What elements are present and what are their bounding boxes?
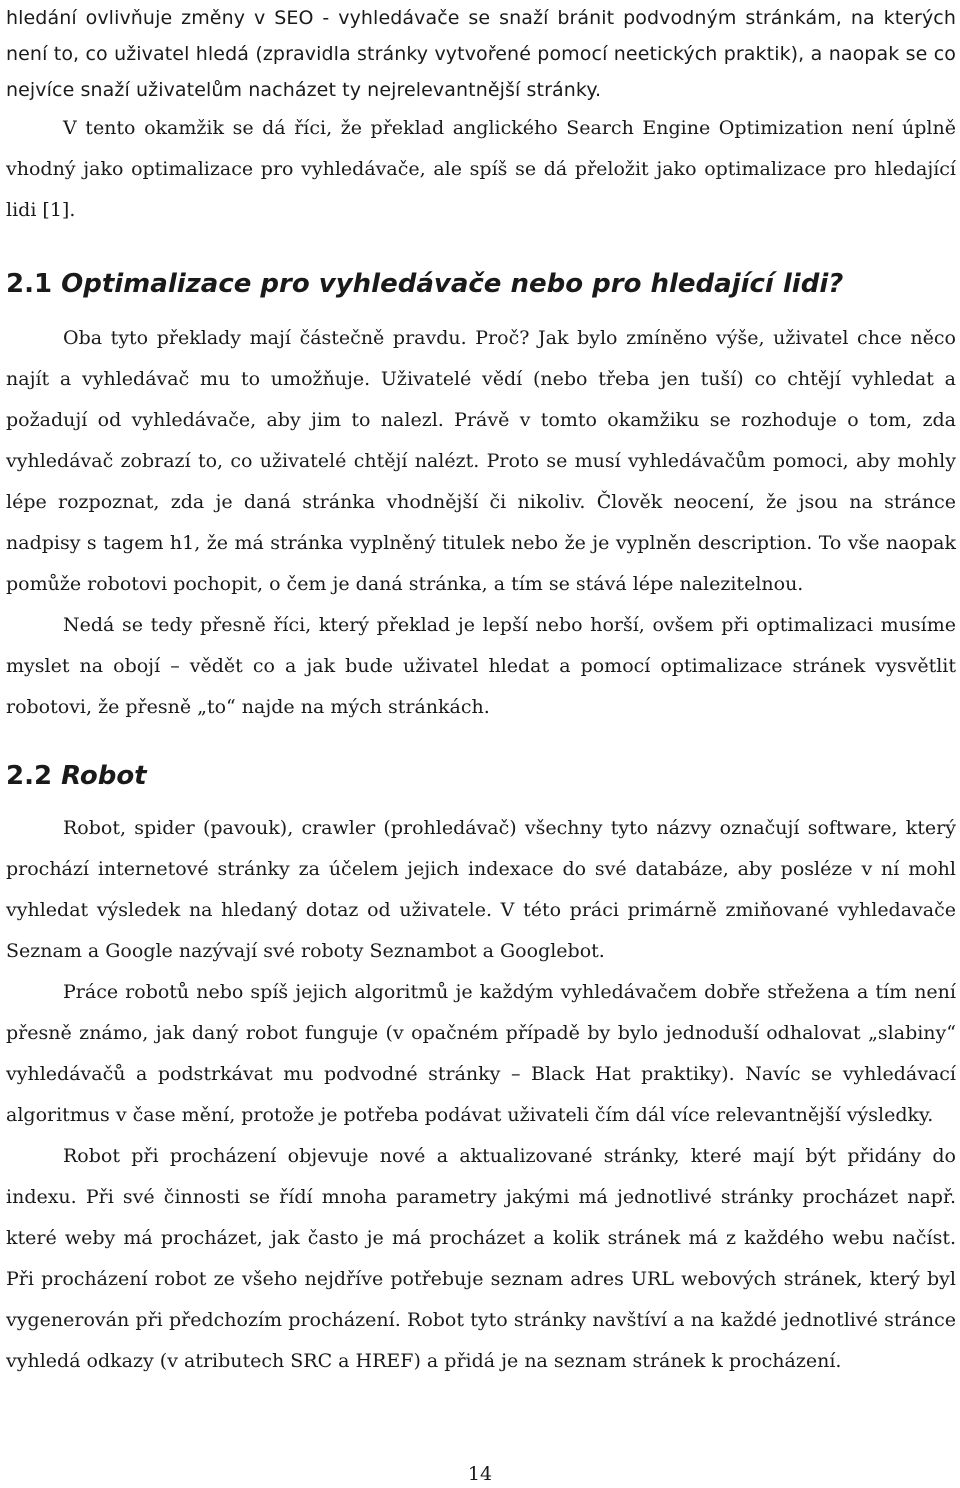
section-number: 2.1 (6, 269, 53, 299)
body-paragraph: Práce robotů nebo spíš jejich algoritmů je každým vyhledávačem dobře střežena a tím není přesně známo, jak daný robot funguje (v opačném případě by bylo jednoduší odhalovat „slabiny“ vyhledávačů a podstrkávat mu podvodné stránky – Black Hat praktiky). Navíc se vyhledávací algoritmus v čase mění, protože je potřeba podávat uživateli čím dál více relevantnější výsledky. (6, 981, 956, 1126)
intro-block (6, 0, 956, 231)
body-paragraph: Oba tyto překlady mají částečně pravdu. Proč? Jak bylo zmíněno výše, uživatel chce něco najít a vyhledávač mu to umožňuje. Uživatelé vědí (nebo třeba jen tuší) co chtějí vyhledat a požadují od vyhledávače, aby jim to nalezl. Právě v tomto okamžiku se rozhoduje o tom, zda vyhledávač zobrazí to, co uživatelé chtějí nalézt. Proto se musí vyhledávačům pomoci, aby mohly lépe rozpoznat, zda je daná stránka vhodnější či nikoliv. Člověk neocení, že jsou na stránce nadpisy s tagem h1, že má stránka vyplněný titulek nebo že je vyplněn description. To vše naopak pomůže robotovi pochopit, o čem je daná stránka, a tím se stává lépe nalezitelnou. (6, 327, 956, 595)
translation-paragraph: V tento okamžik se dá říci, že překlad anglického Search Engine Optimization není úplně vhodný jako optimalizace pro vyhledávače, ale spíš se dá přeložit jako optimalizace pro hledající lidi [1]. (6, 117, 956, 221)
section-heading-2-2 (6, 760, 147, 792)
intro-paragraph: hledání ovlivňuje změny v SEO - vyhledávače se snaží bránit podvodným stránkám, na kterých není to, co uživatel hledá (zpravidla stránky vytvořené pomocí neetických praktik), a naopak se co nejvíce snaží uživatelům nacházet ty nejrelevantnější stránky. (6, 7, 956, 101)
page-number: 14 (467, 1463, 493, 1485)
section-heading-2-1 (6, 268, 843, 300)
section-title: Robot (61, 761, 147, 791)
section-2-1-body (6, 318, 956, 728)
body-paragraph: Robot, spider (pavouk), crawler (prohledávač) všechny tyto názvy označují software, který prochází internetové stránky za účelem jejich indexace do své databáze, aby posléze v ní mohl vyhledat výsledek na hledaný dotaz od uživatele. V této práci primárně zmiňované vyhledavače Seznam a Google nazývají své roboty Seznambot a Googlebot. (6, 817, 956, 962)
section-title: Optimalizace pro vyhledávače nebo pro hledající lidi? (61, 269, 844, 299)
body-paragraph: Nedá se tedy přesně říci, který překlad je lepší nebo horší, ovšem při optimalizaci musíme myslet na obojí – vědět co a jak bude uživatel hledat a pomocí optimalizace stránek vysvětlit robotovi, že přesně „to“ najde na mých stránkách. (6, 614, 956, 718)
body-paragraph: Robot při procházení objevuje nové a aktualizované stránky, které mají být přidány do indexu. Při své činnosti se řídí mnoha parametry jakými má jednotlivé stránky procházet např. které weby má procházet, jak často je má procházet a kolik stránek má z každého webu načíst. Při procházení robot ze všeho nejdříve potřebuje seznam adres URL webových stránek, který byl vygenerován při předchozím procházení. Robot tyto stránky navštíví a na každé jednotlivé stránce vyhledá odkazy (v atributech SRC a HREF) a přidá je na seznam stránek k procházení. (6, 1145, 956, 1372)
section-number: 2.2 (6, 761, 53, 791)
section-2-2-body (6, 808, 956, 1382)
